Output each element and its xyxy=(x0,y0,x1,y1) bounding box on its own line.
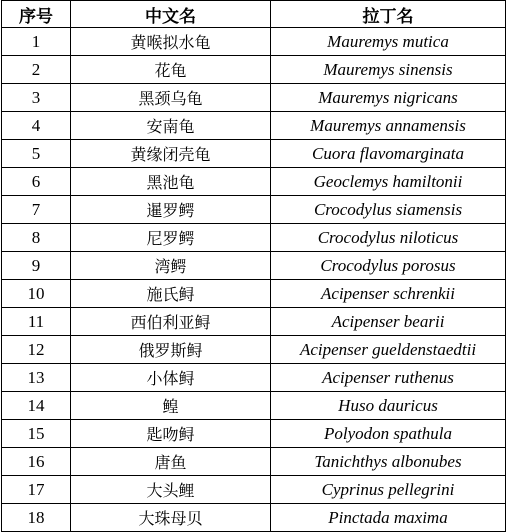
row-index: 18 xyxy=(2,504,71,532)
row-index: 5 xyxy=(2,140,71,168)
row-index: 7 xyxy=(2,196,71,224)
header-row xyxy=(2,1,506,28)
table-row xyxy=(2,224,506,252)
row-latin-name: Acipenser ruthenus xyxy=(271,364,506,392)
table-row xyxy=(2,280,506,308)
row-latin-name: Polyodon spathula xyxy=(271,420,506,448)
row-chinese-name: 小体鲟 xyxy=(71,364,271,392)
row-latin-name: Cyprinus pellegrini xyxy=(271,476,506,504)
table-row xyxy=(2,252,506,280)
row-latin-name: Geoclemys hamiltonii xyxy=(271,168,506,196)
table-body xyxy=(2,28,506,532)
row-chinese-name: 大珠母贝 xyxy=(71,504,271,532)
row-index: 10 xyxy=(2,280,71,308)
row-chinese-name: 鳇 xyxy=(71,392,271,420)
row-chinese-name: 黑颈乌龟 xyxy=(71,84,271,112)
row-chinese-name: 安南龟 xyxy=(71,112,271,140)
row-index: 17 xyxy=(2,476,71,504)
row-latin-name: Mauremys sinensis xyxy=(271,56,506,84)
row-latin-name: Acipenser schrenkii xyxy=(271,280,506,308)
table-row xyxy=(2,196,506,224)
row-latin-name: Tanichthys albonubes xyxy=(271,448,506,476)
header-chinese-name: 中文名 xyxy=(71,1,271,28)
row-index: 1 xyxy=(2,28,71,56)
table-row xyxy=(2,112,506,140)
table-row xyxy=(2,476,506,504)
table-row xyxy=(2,168,506,196)
row-latin-name: Acipenser gueldenstaedtii xyxy=(271,336,506,364)
row-chinese-name: 黑池龟 xyxy=(71,168,271,196)
row-index: 16 xyxy=(2,448,71,476)
row-chinese-name: 花龟 xyxy=(71,56,271,84)
table-row xyxy=(2,504,506,532)
row-index: 13 xyxy=(2,364,71,392)
table-row xyxy=(2,28,506,56)
row-chinese-name: 黄喉拟水龟 xyxy=(71,28,271,56)
row-index: 9 xyxy=(2,252,71,280)
table-header xyxy=(2,1,506,28)
species-table xyxy=(1,0,506,532)
row-chinese-name: 尼罗鳄 xyxy=(71,224,271,252)
row-chinese-name: 匙吻鲟 xyxy=(71,420,271,448)
row-chinese-name: 湾鳄 xyxy=(71,252,271,280)
row-index: 11 xyxy=(2,308,71,336)
table-row xyxy=(2,448,506,476)
table-row xyxy=(2,392,506,420)
row-latin-name: Crocodylus siamensis xyxy=(271,196,506,224)
row-latin-name: Mauremys annamensis xyxy=(271,112,506,140)
table-row xyxy=(2,420,506,448)
row-latin-name: Cuora flavomarginata xyxy=(271,140,506,168)
row-chinese-name: 黄缘闭壳龟 xyxy=(71,140,271,168)
table-row xyxy=(2,56,506,84)
table-row xyxy=(2,364,506,392)
row-latin-name: Mauremys nigricans xyxy=(271,84,506,112)
row-index: 12 xyxy=(2,336,71,364)
header-index: 序号 xyxy=(2,1,71,28)
row-latin-name: Acipenser bearii xyxy=(271,308,506,336)
row-index: 2 xyxy=(2,56,71,84)
row-chinese-name: 暹罗鳄 xyxy=(71,196,271,224)
row-index: 8 xyxy=(2,224,71,252)
table-row xyxy=(2,140,506,168)
row-chinese-name: 俄罗斯鲟 xyxy=(71,336,271,364)
row-chinese-name: 施氏鲟 xyxy=(71,280,271,308)
row-chinese-name: 大头鲤 xyxy=(71,476,271,504)
header-latin-name: 拉丁名 xyxy=(271,1,506,28)
row-latin-name: Mauremys mutica xyxy=(271,28,506,56)
row-latin-name: Pinctada maxima xyxy=(271,504,506,532)
table-row xyxy=(2,84,506,112)
row-latin-name: Crocodylus porosus xyxy=(271,252,506,280)
row-index: 4 xyxy=(2,112,71,140)
row-latin-name: Crocodylus niloticus xyxy=(271,224,506,252)
table-row xyxy=(2,336,506,364)
row-latin-name: Huso dauricus xyxy=(271,392,506,420)
row-chinese-name: 唐鱼 xyxy=(71,448,271,476)
row-chinese-name: 西伯利亚鲟 xyxy=(71,308,271,336)
row-index: 14 xyxy=(2,392,71,420)
row-index: 15 xyxy=(2,420,71,448)
row-index: 6 xyxy=(2,168,71,196)
row-index: 3 xyxy=(2,84,71,112)
table-row xyxy=(2,308,506,336)
